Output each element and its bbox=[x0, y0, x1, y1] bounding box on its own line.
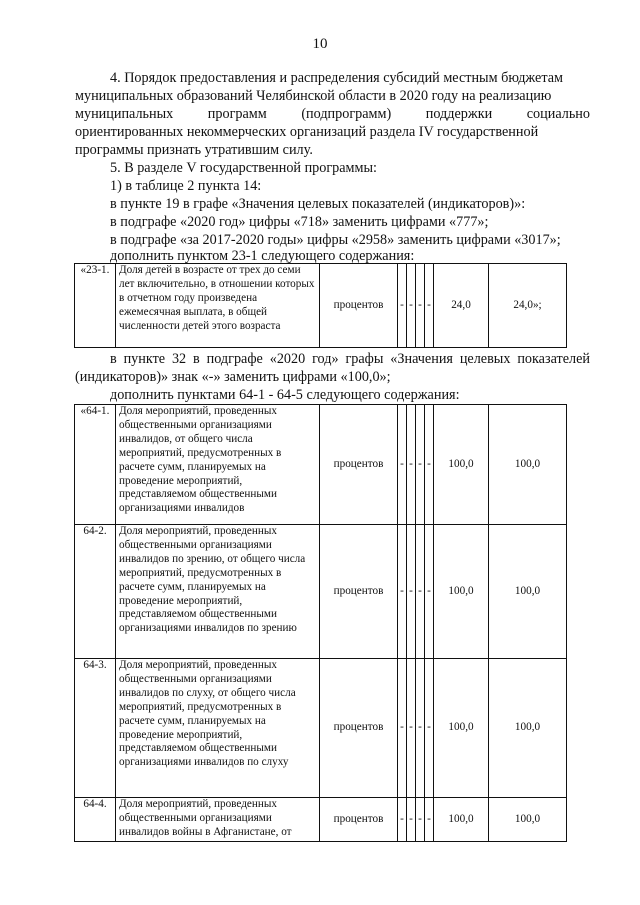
paragraph-5-item-1: 1) в таблице 2 пункта 14: bbox=[110, 178, 262, 194]
unit-cell: процентов bbox=[320, 264, 398, 348]
value-extra: - bbox=[425, 405, 434, 525]
paragraph-4-line-5: программы признать утратившим силу. bbox=[75, 142, 313, 158]
value-2020: 100,0 bbox=[434, 525, 489, 659]
value-2019: - bbox=[416, 525, 425, 659]
paragraph-6-line-2: (индикаторов)» знак «-» заменить цифрами «100,0»; bbox=[75, 369, 391, 385]
value-2017: - bbox=[398, 405, 407, 525]
value-2017: - bbox=[398, 659, 407, 798]
value-2019: - bbox=[416, 405, 425, 525]
paragraph-5: 5. В разделе V государственной программы: bbox=[110, 160, 377, 176]
value-2020: 100,0 bbox=[434, 659, 489, 798]
value-2020: 100,0 bbox=[434, 405, 489, 525]
unit-cell: процентов bbox=[320, 659, 398, 798]
value-2017-2020: 100,0 bbox=[489, 659, 567, 798]
row-number: 64-3. bbox=[75, 659, 116, 798]
paragraph-4-line-1: 4. Порядок предоставления и распределения субсидий местным бюджетам bbox=[110, 70, 563, 86]
indicator-table-64 bbox=[74, 404, 567, 842]
paragraph-6-line-1: в пункте 32 в подграфе «2020 год» графы «Значения целевых показателей bbox=[110, 351, 590, 367]
table-row bbox=[75, 798, 567, 842]
row-number: «64-1. bbox=[75, 405, 116, 525]
unit-cell: процентов bbox=[320, 405, 398, 525]
table-row bbox=[75, 525, 567, 659]
value-extra: - bbox=[425, 659, 434, 798]
value-2018: - bbox=[407, 525, 416, 659]
table-row bbox=[75, 405, 567, 525]
value-2019: - bbox=[416, 659, 425, 798]
value-extra: - bbox=[425, 264, 434, 348]
indicator-description: Доля мероприятий, проведенных общественными организациями инвалидов, от общего числа мероприятий, предусмотренных в расчете сумм, планируемых на проведение мероприятий, представляемом общественными организациями инвалидов bbox=[116, 405, 320, 525]
value-2018: - bbox=[407, 264, 416, 348]
value-extra: - bbox=[425, 798, 434, 842]
row-number: 64-4. bbox=[75, 798, 116, 842]
value-2019: - bbox=[416, 798, 425, 842]
value-2018: - bbox=[407, 798, 416, 842]
indicator-description: Доля мероприятий, проведенных общественными организациями инвалидов по зрению, от общего числа мероприятий, предусмотренных в расчете сумм, планируемых на проведение мероприятий, представляемом общественными организациями инвалидов по зрению bbox=[116, 525, 320, 659]
row-number: 64-2. bbox=[75, 525, 116, 659]
table-row bbox=[75, 659, 567, 798]
value-2020: 100,0 bbox=[434, 798, 489, 842]
value-2019: - bbox=[416, 264, 425, 348]
value-2017-2020: 100,0 bbox=[489, 405, 567, 525]
paragraph-5-item-3: в подграфе «2020 год» цифры «718» заменить цифрами «777»; bbox=[110, 214, 489, 230]
paragraph-4-line-3: муниципальных программ (подпрограмм) поддержки социально bbox=[75, 106, 590, 122]
value-2017-2020: 100,0 bbox=[489, 798, 567, 842]
table-row bbox=[75, 264, 567, 348]
value-2017: - bbox=[398, 525, 407, 659]
paragraph-7: дополнить пунктами 64-1 - 64-5 следующего содержания: bbox=[110, 387, 460, 403]
value-2018: - bbox=[407, 405, 416, 525]
value-2017: - bbox=[398, 798, 407, 842]
value-extra: - bbox=[425, 525, 434, 659]
paragraph-5-item-2: в пункте 19 в графе «Значения целевых показателей (индикаторов)»: bbox=[110, 196, 526, 212]
page-number: 10 bbox=[312, 36, 328, 52]
indicator-description: Доля мероприятий, проведенных общественными организациями инвалидов по слуху, от общего числа мероприятий, предусмотренных в расчете сумм, планируемых на проведение мероприятий, представляемом общественными организациями инвалидов по слуху bbox=[116, 659, 320, 798]
value-2017-2020: 100,0 bbox=[489, 525, 567, 659]
paragraph-5-item-4: в подграфе «за 2017-2020 годы» цифры «2958» заменить цифрами «3017»; bbox=[110, 232, 561, 248]
unit-cell: процентов bbox=[320, 798, 398, 842]
value-2017: - bbox=[398, 264, 407, 348]
unit-cell: процентов bbox=[320, 525, 398, 659]
paragraph-5-item-5: дополнить пунктом 23-1 следующего содержания: bbox=[110, 248, 415, 264]
paragraph-4-line-2: муниципальных образований Челябинской области в 2020 году на реализацию bbox=[75, 88, 552, 104]
indicator-description: Доля детей в возрасте от трех до семи лет включительно, в отношении которых в отчетном году произведена ежемесячная выплата, в общей численности детей этого возраста bbox=[116, 264, 320, 348]
indicator-table-23-1 bbox=[74, 263, 567, 348]
indicator-description: Доля мероприятий, проведенных общественными организациями инвалидов войны в Афганистане, от bbox=[116, 798, 320, 842]
value-2020: 24,0 bbox=[434, 264, 489, 348]
paragraph-4-line-4: ориентированных некоммерческих организаций раздела IV государственной bbox=[75, 124, 539, 140]
row-number: «23-1. bbox=[75, 264, 116, 348]
value-2018: - bbox=[407, 659, 416, 798]
value-2017-2020: 24,0»; bbox=[489, 264, 567, 348]
